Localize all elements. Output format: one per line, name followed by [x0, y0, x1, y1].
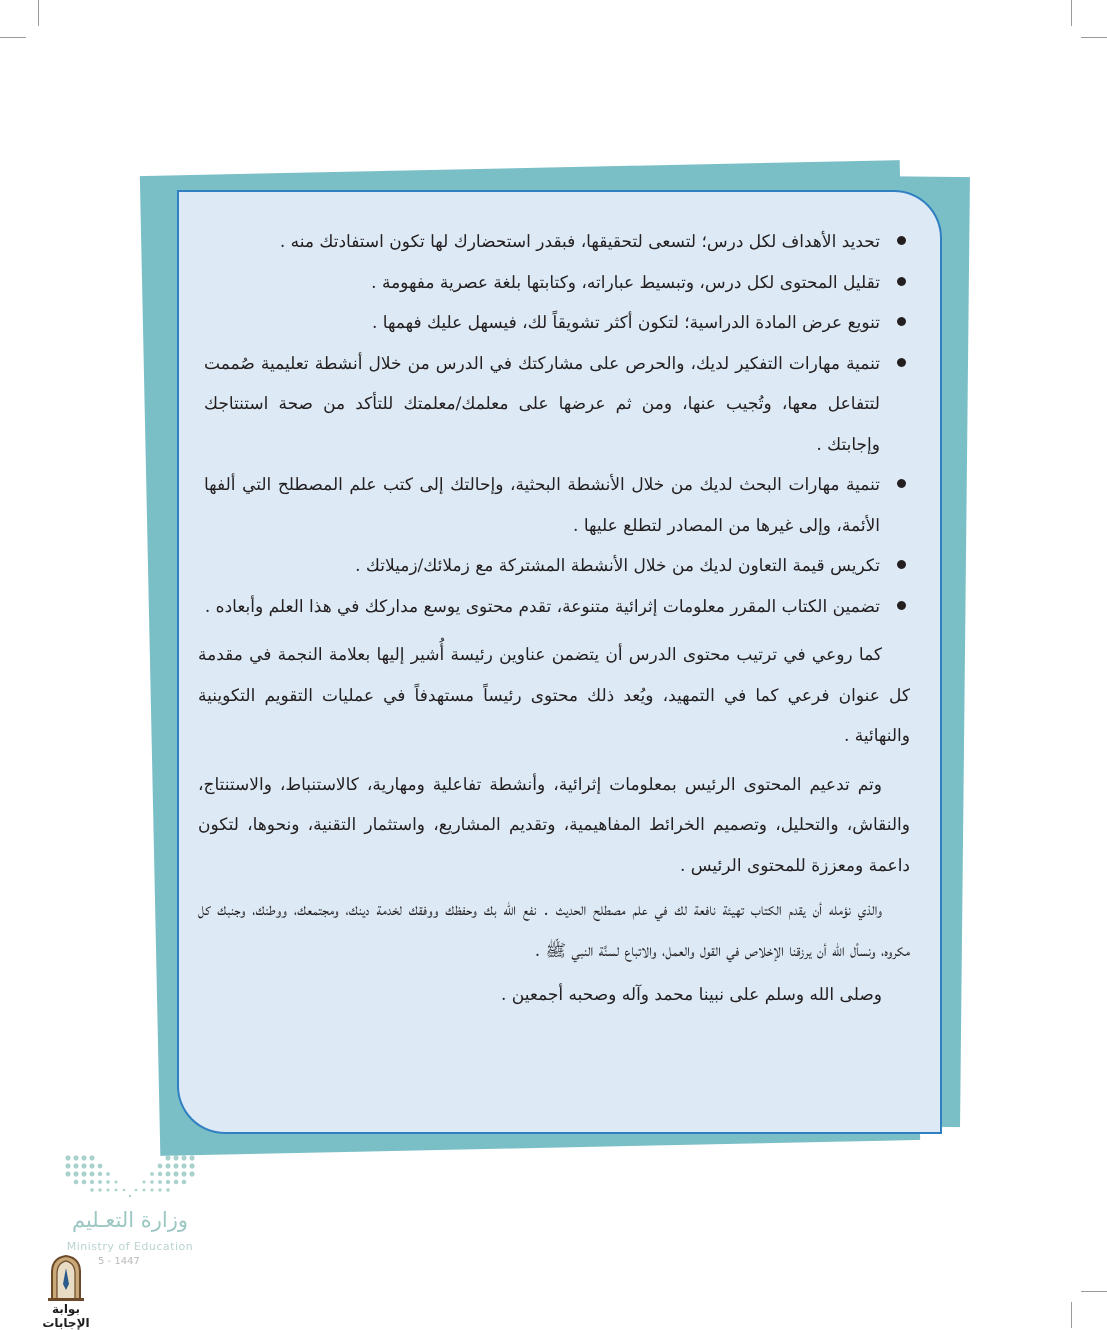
- list-item: تنمية مهارات التفكير لديك، والحرص على مشاركتك في الدرس من خلال أنشطة تعليمية صُممت لتتفاعل معها، وتُجيب عنها، ومن ثم عرضها على معلمك/معلمتك للتأكد من صحة استنتاجك وإجابتك .: [198, 344, 910, 466]
- page-content: [198, 222, 910, 1016]
- list-item: تحديد الأهداف لكل درس؛ لتسعى لتحقيقها، فبقدر استحضارك لها تكون استفادتك منه .: [198, 222, 910, 263]
- paragraph: وصلى الله وسلم على نبينا محمد وآله وصحبه أجمعين .: [500, 985, 882, 1005]
- list-item: تكريس قيمة التعاون لديك من خلال الأنشطة المشتركة مع زملائك/زميلاتك .: [198, 546, 910, 587]
- bullet-icon: [897, 601, 906, 610]
- paragraph: وتم تدعيم المحتوى الرئيس بمعلومات إثرائية، وأنشطة تفاعلية ومهارية، كالاستنباط، والاستنتاج، والنقاش، والتحليل، وتصميم الخرائط المفاهيمية، وتقديم المشاريع، واستثمار التقنية، ونحوها، لتكون داعمة ومعززة للمحتوى الرئيس .: [198, 774, 910, 876]
- bullet-icon: [897, 358, 906, 367]
- crop-mark: [1071, 0, 1072, 26]
- paragraph: كما روعي في ترتيب محتوى الدرس أن يتضمن عناوين رئيسة أُشير إليها بعلامة النجمة في مقدمة كل عنوان فرعي كما في التمهيد، ويُعد ذلك محتوى رئيساً مستهدفاً في عمليات التقويم التكوينية والنهائية .: [198, 645, 910, 746]
- paragraph: والذي نؤمله أن يقدم الكتاب تهيئة نافعة لك في علم مصطلح الحديث . نفع الله بك وحفظك ووفقك لخدمة دينك، ومجتمعك، ووطنك، وجنبك كل مكروه، ونسأل الله أن يرزقنا الإخلاص في القول والعمل، والاتباع لسنَّة النبي ﷺ .: [198, 900, 910, 961]
- ministry-name-english: Ministry of Education: [66, 1240, 194, 1253]
- portal-label: بوابة الإجابات: [42, 1302, 90, 1330]
- bullet-icon: [897, 277, 906, 286]
- ministry-name-arabic: وزارة التعـليم: [71, 1208, 189, 1232]
- bullet-list: [198, 222, 910, 627]
- crop-mark: [0, 37, 26, 38]
- crop-mark: [1081, 1291, 1107, 1292]
- logo-dots-icon: [60, 1150, 200, 1200]
- edition-year: 5 - 1447: [98, 1256, 140, 1267]
- list-item: تنمية مهارات البحث لديك من خلال الأنشطة البحثية، وإحالتك إلى كتب علم المصطلح التي ألفها الأئمة، وإلى غيرها من المصادر لتطلع عليها .: [198, 465, 910, 546]
- crop-mark: [1071, 1302, 1072, 1328]
- list-item: تنويع عرض المادة الدراسية؛ لتكون أكثر تشويقاً لك، فيسهل عليك فهمها .: [198, 303, 910, 344]
- crop-mark: [1081, 37, 1107, 38]
- bullet-icon: [897, 560, 906, 569]
- list-item: تضمين الكتاب المقرر معلومات إثرائية متنوعة، تقدم محتوى يوسع مداركك في هذا العلم وأبعاده .: [198, 587, 910, 628]
- list-item: تقليل المحتوى لكل درس، وتبسيط عباراته، وكتابتها بلغة عصرية مفهومة .: [198, 263, 910, 304]
- bullet-icon: [897, 317, 906, 326]
- answers-portal-watermark: [30, 1254, 102, 1330]
- crop-mark: [38, 0, 39, 26]
- portal-emblem-icon: [30, 1254, 102, 1302]
- bullet-icon: [897, 236, 906, 245]
- ministry-logo: [60, 1150, 210, 1270]
- bullet-icon: [897, 479, 906, 488]
